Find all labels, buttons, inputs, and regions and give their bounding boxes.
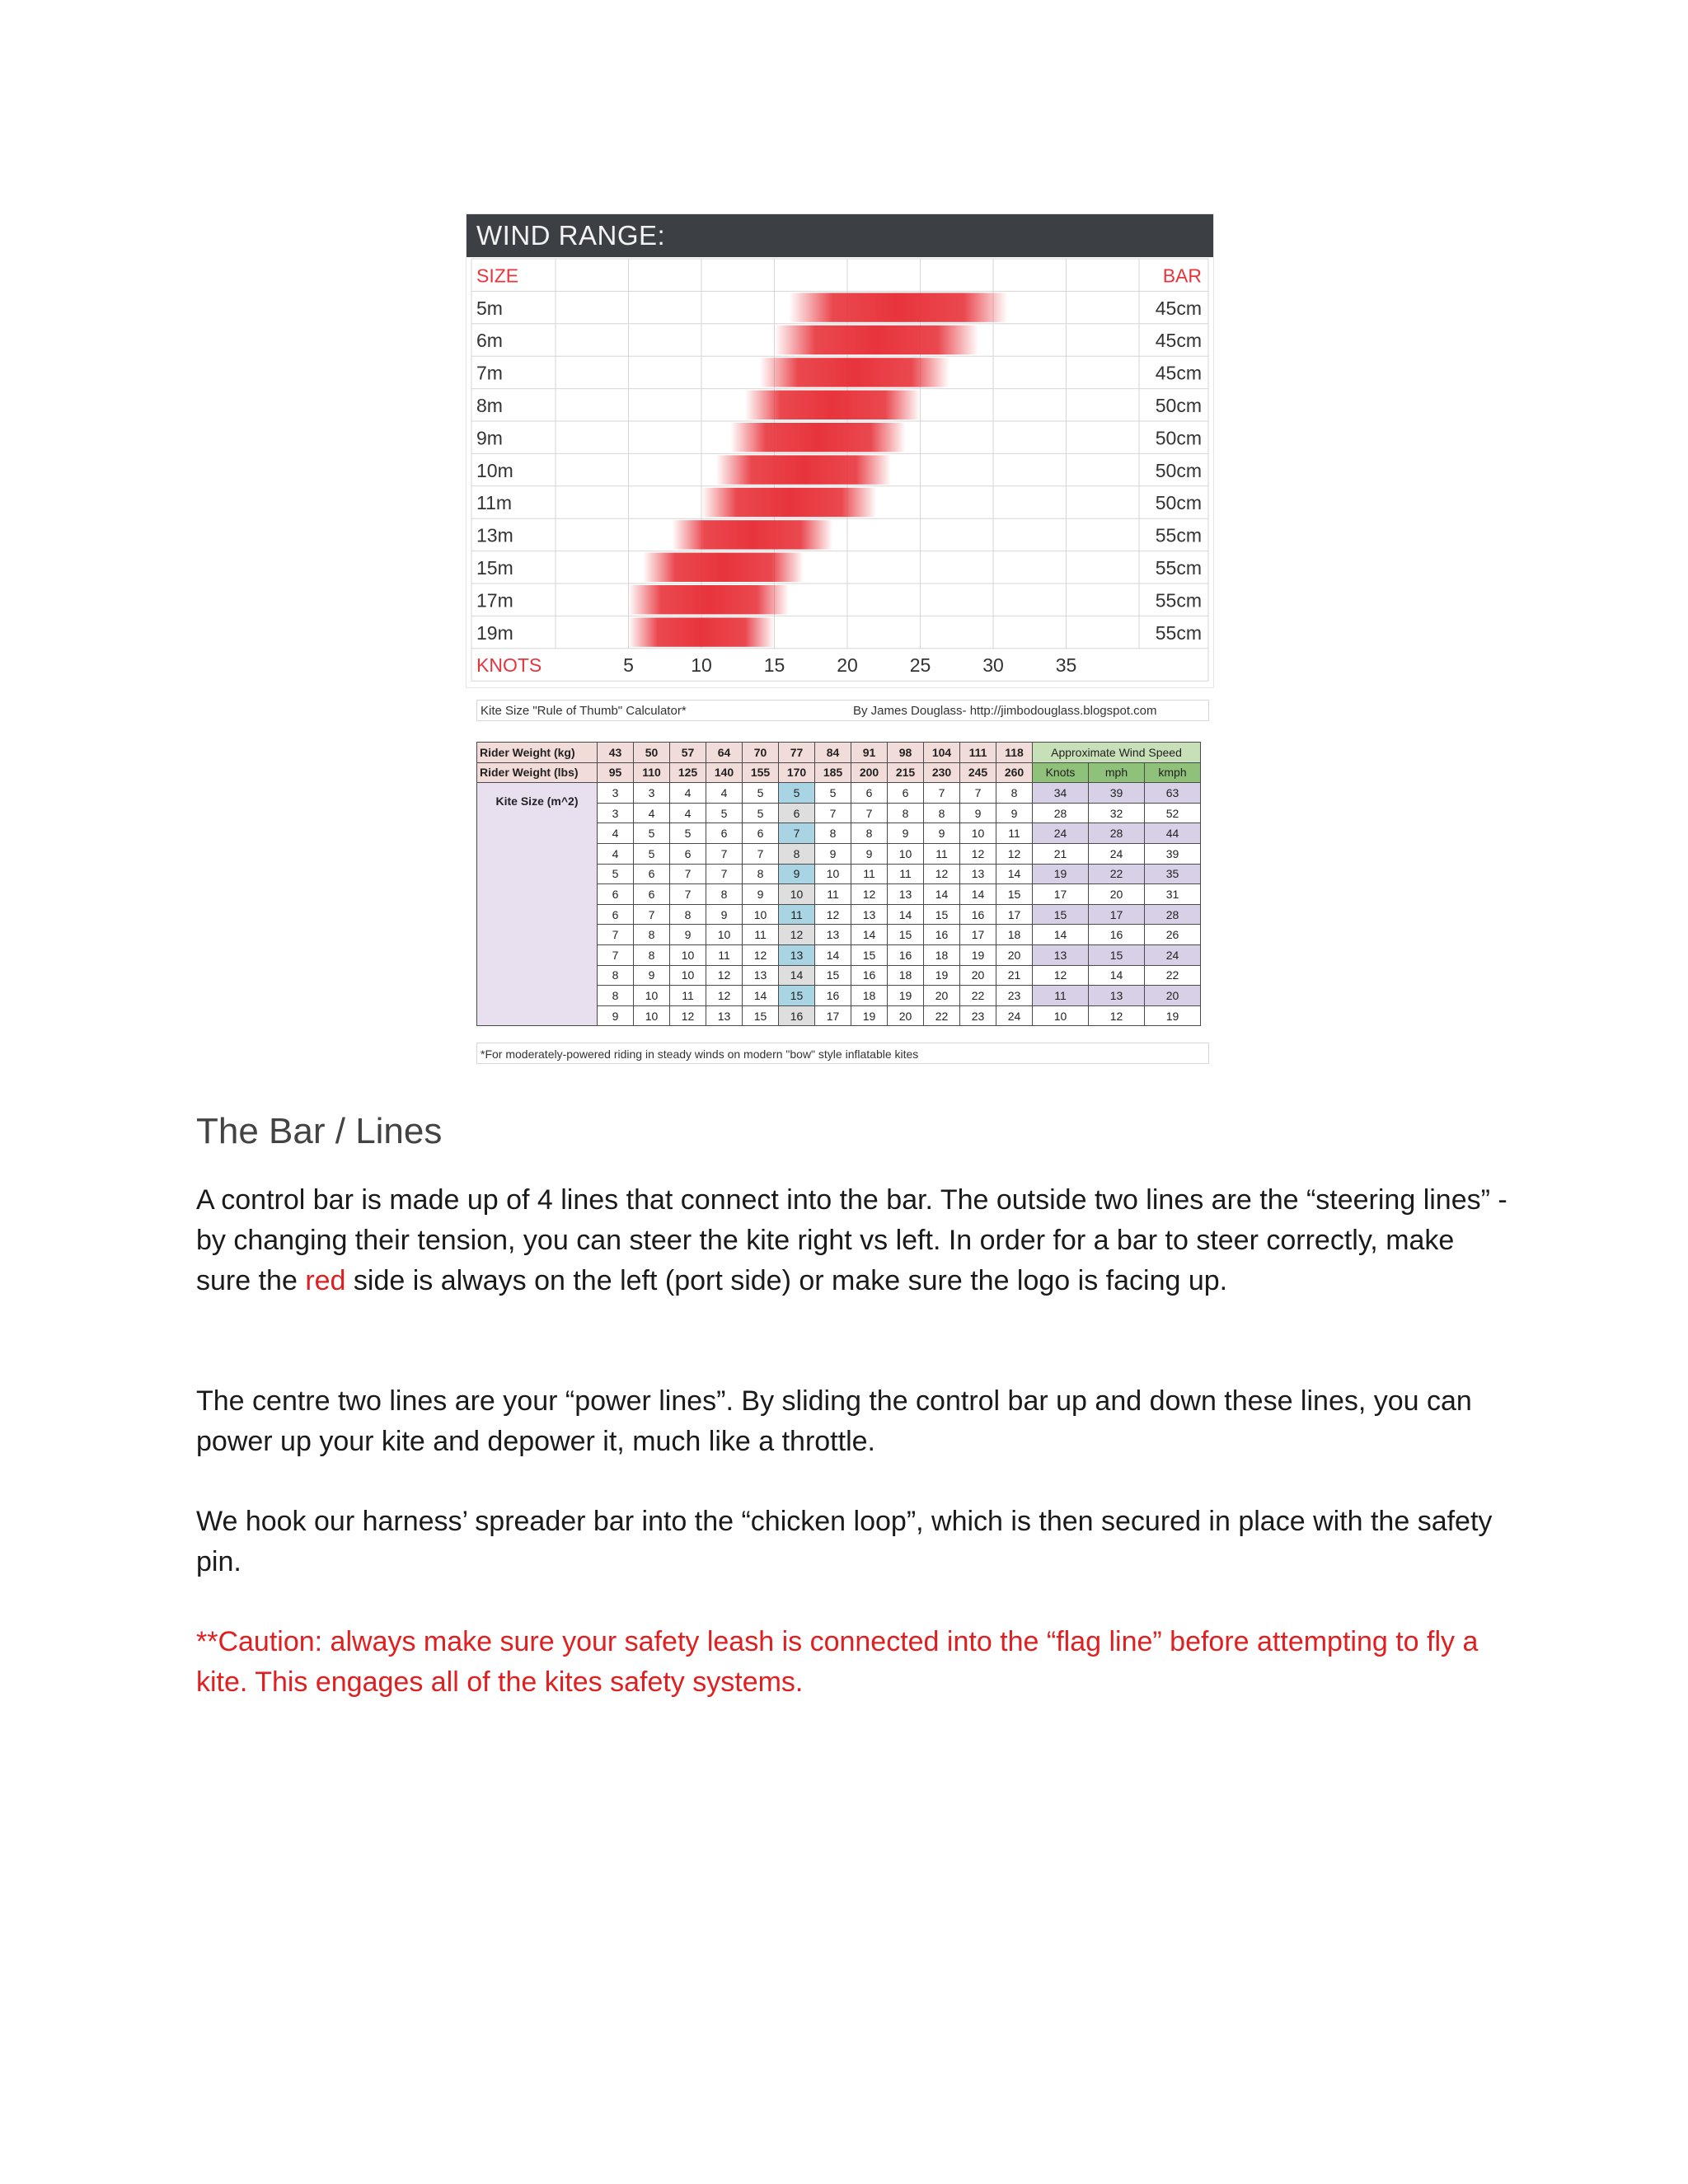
kite-size-cell: 8 xyxy=(743,864,779,884)
wind-speed-cell: 44 xyxy=(1145,823,1201,844)
wind-range-bar xyxy=(760,358,950,387)
kite-size-cell: 13 xyxy=(779,944,815,965)
kite-size-cell: 12 xyxy=(815,904,851,925)
size-label: 17m xyxy=(476,589,513,612)
wind-speed-cell: 31 xyxy=(1145,884,1201,905)
kite-size-cell: 20 xyxy=(888,1005,924,1026)
calculator-table xyxy=(476,742,1201,1026)
kite-size-cell: 19 xyxy=(960,944,996,965)
kite-size-cell: 10 xyxy=(815,864,851,884)
wind-speed-cell: 11 xyxy=(1033,986,1089,1006)
weight-kg-cell: 104 xyxy=(924,743,960,763)
kite-size-cell: 15 xyxy=(851,944,888,965)
kite-size-cell: 6 xyxy=(634,864,670,884)
wind-speed-cell: 39 xyxy=(1145,843,1201,864)
wind-speed-cell: 20 xyxy=(1145,986,1201,1006)
wind-speed-cell: 24 xyxy=(1089,843,1145,864)
kite-size-cell: 14 xyxy=(851,925,888,945)
kite-size-cell: 8 xyxy=(996,783,1033,804)
kite-size-cell: 18 xyxy=(888,965,924,986)
weight-kg-cell: 111 xyxy=(960,743,996,763)
kite-size-cell: 7 xyxy=(851,803,888,823)
wind-range-bar xyxy=(730,423,905,452)
wind-speed-cell: 13 xyxy=(1033,944,1089,965)
size-label: 15m xyxy=(476,556,513,579)
wind-range-bar xyxy=(629,585,790,614)
weight-kg-cell: 98 xyxy=(888,743,924,763)
kite-size-cell: 22 xyxy=(960,986,996,1006)
kite-size-cell: 5 xyxy=(670,823,706,844)
calculator-footnote: *For moderately-powered riding in steady winds on modern "bow" style inflatable kites xyxy=(476,1043,1209,1064)
kite-size-cell: 10 xyxy=(706,925,743,945)
kite-size-cell: 8 xyxy=(779,843,815,864)
kite-size-cell: 9 xyxy=(779,864,815,884)
kite-size-cell: 10 xyxy=(779,884,815,905)
kite-size-cell: 4 xyxy=(706,783,743,804)
table-row xyxy=(477,783,1201,804)
kite-size-cell: 10 xyxy=(888,843,924,864)
weight-kg-cell: 84 xyxy=(815,743,851,763)
kite-size-cell: 14 xyxy=(779,965,815,986)
kite-size-cell: 11 xyxy=(924,843,960,864)
kite-size-cell: 20 xyxy=(924,986,960,1006)
wind-range-bar xyxy=(716,455,891,484)
kite-size-cell: 14 xyxy=(888,904,924,925)
bar-label: 50cm xyxy=(1155,459,1202,481)
kite-size-cell: 8 xyxy=(634,944,670,965)
kite-size-cell: 6 xyxy=(670,843,706,864)
weight-kg-cell: 70 xyxy=(743,743,779,763)
bar-label: 55cm xyxy=(1155,621,1202,644)
kite-size-cell: 8 xyxy=(670,904,706,925)
kite-size-label: Kite Size (m^2) xyxy=(477,783,598,1026)
knots-tick-label: 30 xyxy=(982,654,1004,677)
wind-speed-cell: 12 xyxy=(1089,1005,1145,1026)
kite-size-cell: 6 xyxy=(743,823,779,844)
wind-range-bar xyxy=(643,553,804,582)
kite-size-cell: 17 xyxy=(960,925,996,945)
kite-size-cell: 9 xyxy=(924,823,960,844)
kite-size-cell: 8 xyxy=(706,884,743,905)
wind-speed-cell: 16 xyxy=(1089,925,1145,945)
kite-size-cell: 6 xyxy=(598,904,634,925)
bar-label: 55cm xyxy=(1155,589,1202,612)
kite-size-calculator xyxy=(476,700,1209,1069)
kite-size-cell: 13 xyxy=(706,1005,743,1026)
wind-speed-cell: 14 xyxy=(1033,925,1089,945)
kite-size-cell: 12 xyxy=(743,944,779,965)
kite-size-cell: 13 xyxy=(888,884,924,905)
kite-size-cell: 3 xyxy=(634,783,670,804)
paragraph-power-lines: The centre two lines are your “power lines”. By sliding the control bar up and down these lines, you can power up your kite and depower it, much like a throttle. xyxy=(196,1385,1472,1457)
wind-range-bar xyxy=(701,488,876,517)
knots-tick-label: 10 xyxy=(691,654,712,677)
kite-size-cell: 12 xyxy=(706,965,743,986)
kite-size-cell: 12 xyxy=(851,884,888,905)
weight-lbs-cell: 155 xyxy=(743,762,779,783)
kite-size-cell: 5 xyxy=(779,783,815,804)
weight-kg-label: Rider Weight (kg) xyxy=(477,743,598,763)
kite-size-cell: 9 xyxy=(888,823,924,844)
kite-size-cell: 11 xyxy=(851,864,888,884)
red-word: red xyxy=(305,1265,346,1296)
bar-label: 50cm xyxy=(1155,427,1202,449)
wind-unit-header: mph xyxy=(1089,762,1145,783)
kite-size-cell: 5 xyxy=(706,803,743,823)
kite-size-cell: 5 xyxy=(815,783,851,804)
kite-size-cell: 7 xyxy=(670,884,706,905)
kite-size-cell: 19 xyxy=(888,986,924,1006)
kite-size-cell: 20 xyxy=(960,965,996,986)
kite-size-cell: 11 xyxy=(743,925,779,945)
kite-size-cell: 23 xyxy=(996,986,1033,1006)
kite-size-cell: 12 xyxy=(996,843,1033,864)
wind-range-bar xyxy=(775,326,979,354)
weight-kg-cell: 77 xyxy=(779,743,815,763)
paragraph-text: A control bar is made up of 4 lines that connect into the bar. The outside two lines are the “steering lines” - by changing their tension, you can steer the kite right vs left. In order for a bar to steer correctly, make sure the xyxy=(196,1184,1507,1296)
kite-size-cell: 5 xyxy=(743,783,779,804)
kite-size-cell: 14 xyxy=(924,884,960,905)
kite-size-cell: 18 xyxy=(996,925,1033,945)
bar-label: 45cm xyxy=(1155,297,1202,319)
wind-speed-cell: 39 xyxy=(1089,783,1145,804)
kite-size-cell: 7 xyxy=(598,944,634,965)
weight-lbs-cell: 230 xyxy=(924,762,960,783)
wind-speed-cell: 15 xyxy=(1033,904,1089,925)
kite-size-cell: 4 xyxy=(670,783,706,804)
kite-size-cell: 15 xyxy=(996,884,1033,905)
kite-size-cell: 6 xyxy=(851,783,888,804)
kite-size-cell: 16 xyxy=(779,1005,815,1026)
kite-size-cell: 12 xyxy=(960,843,996,864)
wind-speed-cell: 28 xyxy=(1033,803,1089,823)
weight-kg-row xyxy=(477,743,1201,763)
kite-size-cell: 19 xyxy=(924,965,960,986)
weight-kg-cell: 91 xyxy=(851,743,888,763)
wind-unit-header: Knots xyxy=(1033,762,1089,783)
bar-label: 45cm xyxy=(1155,330,1202,352)
wind-speed-cell: 17 xyxy=(1089,904,1145,925)
kite-size-cell: 5 xyxy=(634,843,670,864)
kite-size-cell: 10 xyxy=(743,904,779,925)
size-header: SIZE xyxy=(476,265,519,287)
wind-speed-cell: 28 xyxy=(1089,823,1145,844)
kite-size-cell: 13 xyxy=(851,904,888,925)
kite-size-cell: 13 xyxy=(960,864,996,884)
kite-size-cell: 4 xyxy=(598,823,634,844)
kite-size-cell: 9 xyxy=(815,843,851,864)
kite-size-cell: 6 xyxy=(706,823,743,844)
kite-size-cell: 19 xyxy=(851,1005,888,1026)
kite-size-cell: 15 xyxy=(779,986,815,1006)
bar-label: 45cm xyxy=(1155,362,1202,384)
kite-size-cell: 8 xyxy=(851,823,888,844)
kite-size-cell: 4 xyxy=(634,803,670,823)
kite-size-cell: 6 xyxy=(598,884,634,905)
size-label: 6m xyxy=(476,330,503,352)
caution-note: **Caution: always make sure your safety leash is connected into the “flag line” before attempting to fly a kite. This engages all of the kites safety systems. xyxy=(196,1626,1479,1698)
weight-lbs-cell: 95 xyxy=(598,762,634,783)
size-label: 19m xyxy=(476,621,513,644)
kite-size-cell: 9 xyxy=(706,904,743,925)
kite-size-cell: 9 xyxy=(634,965,670,986)
weight-kg-cell: 64 xyxy=(706,743,743,763)
wind-speed-cell: 24 xyxy=(1033,823,1089,844)
wind-speed-cell: 20 xyxy=(1089,884,1145,905)
kite-size-cell: 16 xyxy=(924,925,960,945)
kite-size-cell: 7 xyxy=(743,843,779,864)
kite-size-cell: 10 xyxy=(960,823,996,844)
weight-lbs-cell: 185 xyxy=(815,762,851,783)
paragraph-steering-lines xyxy=(196,1180,1515,1301)
kite-size-cell: 7 xyxy=(634,904,670,925)
wind-speed-cell: 34 xyxy=(1033,783,1089,804)
wind-speed-cell: 22 xyxy=(1145,965,1201,986)
kite-size-cell: 16 xyxy=(851,965,888,986)
knots-tick-label: 5 xyxy=(623,654,634,677)
kite-size-cell: 15 xyxy=(888,925,924,945)
knots-label: KNOTS xyxy=(476,654,542,677)
kite-size-cell: 7 xyxy=(706,843,743,864)
kite-size-cell: 9 xyxy=(670,925,706,945)
kite-size-cell: 4 xyxy=(670,803,706,823)
wind-speed-header: Approximate Wind Speed xyxy=(1033,743,1201,763)
kite-size-cell: 8 xyxy=(888,803,924,823)
size-label: 8m xyxy=(476,394,503,416)
calculator-author: By James Douglass- http://jimbodouglass.blogspot.com xyxy=(853,704,1157,718)
kite-size-cell: 22 xyxy=(924,1005,960,1026)
calculator-title: Kite Size "Rule of Thumb" Calculator* xyxy=(481,704,687,718)
knots-tick-label: 15 xyxy=(763,654,785,677)
kite-size-cell: 7 xyxy=(924,783,960,804)
knots-tick-label: 20 xyxy=(837,654,858,677)
wind-range-bar xyxy=(629,617,775,646)
wind-range-bar xyxy=(789,293,1007,321)
size-label: 9m xyxy=(476,427,503,449)
wind-range-plot xyxy=(467,214,1213,687)
kite-size-cell: 24 xyxy=(996,1005,1033,1026)
kite-size-cell: 3 xyxy=(598,803,634,823)
kite-size-cell: 5 xyxy=(598,864,634,884)
wind-speed-cell: 10 xyxy=(1033,1005,1089,1026)
weight-kg-cell: 57 xyxy=(670,743,706,763)
knots-tick-label: 35 xyxy=(1055,654,1077,677)
weight-lbs-cell: 245 xyxy=(960,762,996,783)
weight-lbs-cell: 125 xyxy=(670,762,706,783)
kite-size-cell: 8 xyxy=(634,925,670,945)
kite-size-cell: 11 xyxy=(888,864,924,884)
wind-speed-cell: 26 xyxy=(1145,925,1201,945)
kite-size-cell: 8 xyxy=(598,986,634,1006)
wind-speed-cell: 15 xyxy=(1089,944,1145,965)
kite-size-cell: 7 xyxy=(598,925,634,945)
wind-speed-cell: 17 xyxy=(1033,884,1089,905)
kite-size-cell: 10 xyxy=(634,1005,670,1026)
wind-speed-cell: 35 xyxy=(1145,864,1201,884)
weight-lbs-cell: 200 xyxy=(851,762,888,783)
wind-speed-cell: 52 xyxy=(1145,803,1201,823)
wind-speed-cell: 12 xyxy=(1033,965,1089,986)
kite-size-cell: 4 xyxy=(598,843,634,864)
kite-size-cell: 5 xyxy=(634,823,670,844)
weight-lbs-cell: 140 xyxy=(706,762,743,783)
kite-size-cell: 11 xyxy=(815,884,851,905)
kite-size-cell: 3 xyxy=(598,783,634,804)
bar-label: 50cm xyxy=(1155,492,1202,514)
calculator-header xyxy=(476,700,1209,721)
kite-size-cell: 7 xyxy=(815,803,851,823)
wind-speed-cell: 22 xyxy=(1089,864,1145,884)
kite-size-cell: 11 xyxy=(779,904,815,925)
size-label: 10m xyxy=(476,459,513,481)
kite-size-cell: 14 xyxy=(996,864,1033,884)
wind-speed-cell: 21 xyxy=(1033,843,1089,864)
bar-label: 50cm xyxy=(1155,394,1202,416)
weight-lbs-cell: 260 xyxy=(996,762,1033,783)
size-label: 11m xyxy=(476,492,513,514)
bar-label: 55cm xyxy=(1155,524,1202,546)
kite-size-cell: 12 xyxy=(670,1005,706,1026)
kite-size-cell: 6 xyxy=(634,884,670,905)
wind-speed-cell: 28 xyxy=(1145,904,1201,925)
kite-size-cell: 10 xyxy=(670,944,706,965)
knots-tick-label: 25 xyxy=(909,654,931,677)
kite-size-cell: 18 xyxy=(851,986,888,1006)
kite-size-cell: 7 xyxy=(779,823,815,844)
kite-size-cell: 8 xyxy=(598,965,634,986)
bar-header: BAR xyxy=(1162,265,1202,287)
weight-kg-cell: 43 xyxy=(598,743,634,763)
kite-size-cell: 9 xyxy=(996,803,1033,823)
wind-range-bar xyxy=(673,520,833,549)
kite-size-cell: 23 xyxy=(960,1005,996,1026)
kite-size-cell: 11 xyxy=(670,986,706,1006)
wind-speed-cell: 14 xyxy=(1089,965,1145,986)
kite-size-cell: 13 xyxy=(815,925,851,945)
kite-size-cell: 16 xyxy=(888,944,924,965)
kite-size-cell: 12 xyxy=(924,864,960,884)
wind-range-bar xyxy=(745,391,920,419)
paragraph-chicken-loop: We hook our harness’ spreader bar into the “chicken loop”, which is then secured in place with the safety pin. xyxy=(196,1506,1493,1577)
kite-size-cell: 10 xyxy=(670,965,706,986)
kite-size-cell: 14 xyxy=(815,944,851,965)
weight-lbs-cell: 215 xyxy=(888,762,924,783)
kite-size-cell: 13 xyxy=(743,965,779,986)
kite-size-cell: 17 xyxy=(815,1005,851,1026)
kite-size-cell: 16 xyxy=(815,986,851,1006)
kite-size-cell: 17 xyxy=(996,904,1033,925)
wind-speed-cell: 19 xyxy=(1033,864,1089,884)
kite-size-cell: 11 xyxy=(996,823,1033,844)
kite-size-cell: 15 xyxy=(924,904,960,925)
kite-size-cell: 9 xyxy=(960,803,996,823)
kite-size-cell: 14 xyxy=(960,884,996,905)
kite-size-cell: 6 xyxy=(888,783,924,804)
kite-size-cell: 9 xyxy=(851,843,888,864)
bar-label: 55cm xyxy=(1155,556,1202,579)
kite-size-cell: 7 xyxy=(670,864,706,884)
wind-unit-header: kmph xyxy=(1145,762,1201,783)
kite-size-cell: 11 xyxy=(706,944,743,965)
section-title: The Bar / Lines xyxy=(196,1111,443,1151)
wind-speed-cell: 13 xyxy=(1089,986,1145,1006)
weight-kg-cell: 50 xyxy=(634,743,670,763)
kite-size-cell: 9 xyxy=(743,884,779,905)
kite-size-cell: 15 xyxy=(815,965,851,986)
kite-size-cell: 14 xyxy=(743,986,779,1006)
kite-size-cell: 18 xyxy=(924,944,960,965)
kite-size-cell: 8 xyxy=(924,803,960,823)
wind-speed-cell: 63 xyxy=(1145,783,1201,804)
kite-size-cell: 5 xyxy=(743,803,779,823)
kite-size-cell: 7 xyxy=(960,783,996,804)
kite-size-cell: 7 xyxy=(706,864,743,884)
kite-size-cell: 6 xyxy=(779,803,815,823)
size-label: 5m xyxy=(476,297,503,319)
weight-lbs-row xyxy=(477,762,1201,783)
kite-size-cell: 20 xyxy=(996,944,1033,965)
wind-speed-cell: 32 xyxy=(1089,803,1145,823)
kite-size-cell: 12 xyxy=(706,986,743,1006)
size-label: 7m xyxy=(476,362,503,384)
weight-lbs-label: Rider Weight (lbs) xyxy=(477,762,598,783)
kite-size-cell: 10 xyxy=(634,986,670,1006)
paragraph-text: side is always on the left (port side) or make sure the logo is facing up. xyxy=(345,1265,1228,1296)
kite-size-cell: 12 xyxy=(779,925,815,945)
wind-range-title: WIND RANGE: xyxy=(467,214,1213,257)
wind-range-chart xyxy=(467,214,1213,687)
kite-size-cell: 15 xyxy=(743,1005,779,1026)
weight-kg-cell: 118 xyxy=(996,743,1033,763)
weight-lbs-cell: 170 xyxy=(779,762,815,783)
kite-size-cell: 21 xyxy=(996,965,1033,986)
weight-lbs-cell: 110 xyxy=(634,762,670,783)
kite-size-cell: 8 xyxy=(815,823,851,844)
wind-speed-cell: 24 xyxy=(1145,944,1201,965)
kite-size-cell: 9 xyxy=(598,1005,634,1026)
wind-speed-cell: 19 xyxy=(1145,1005,1201,1026)
kite-size-cell: 16 xyxy=(960,904,996,925)
size-label: 13m xyxy=(476,524,513,546)
